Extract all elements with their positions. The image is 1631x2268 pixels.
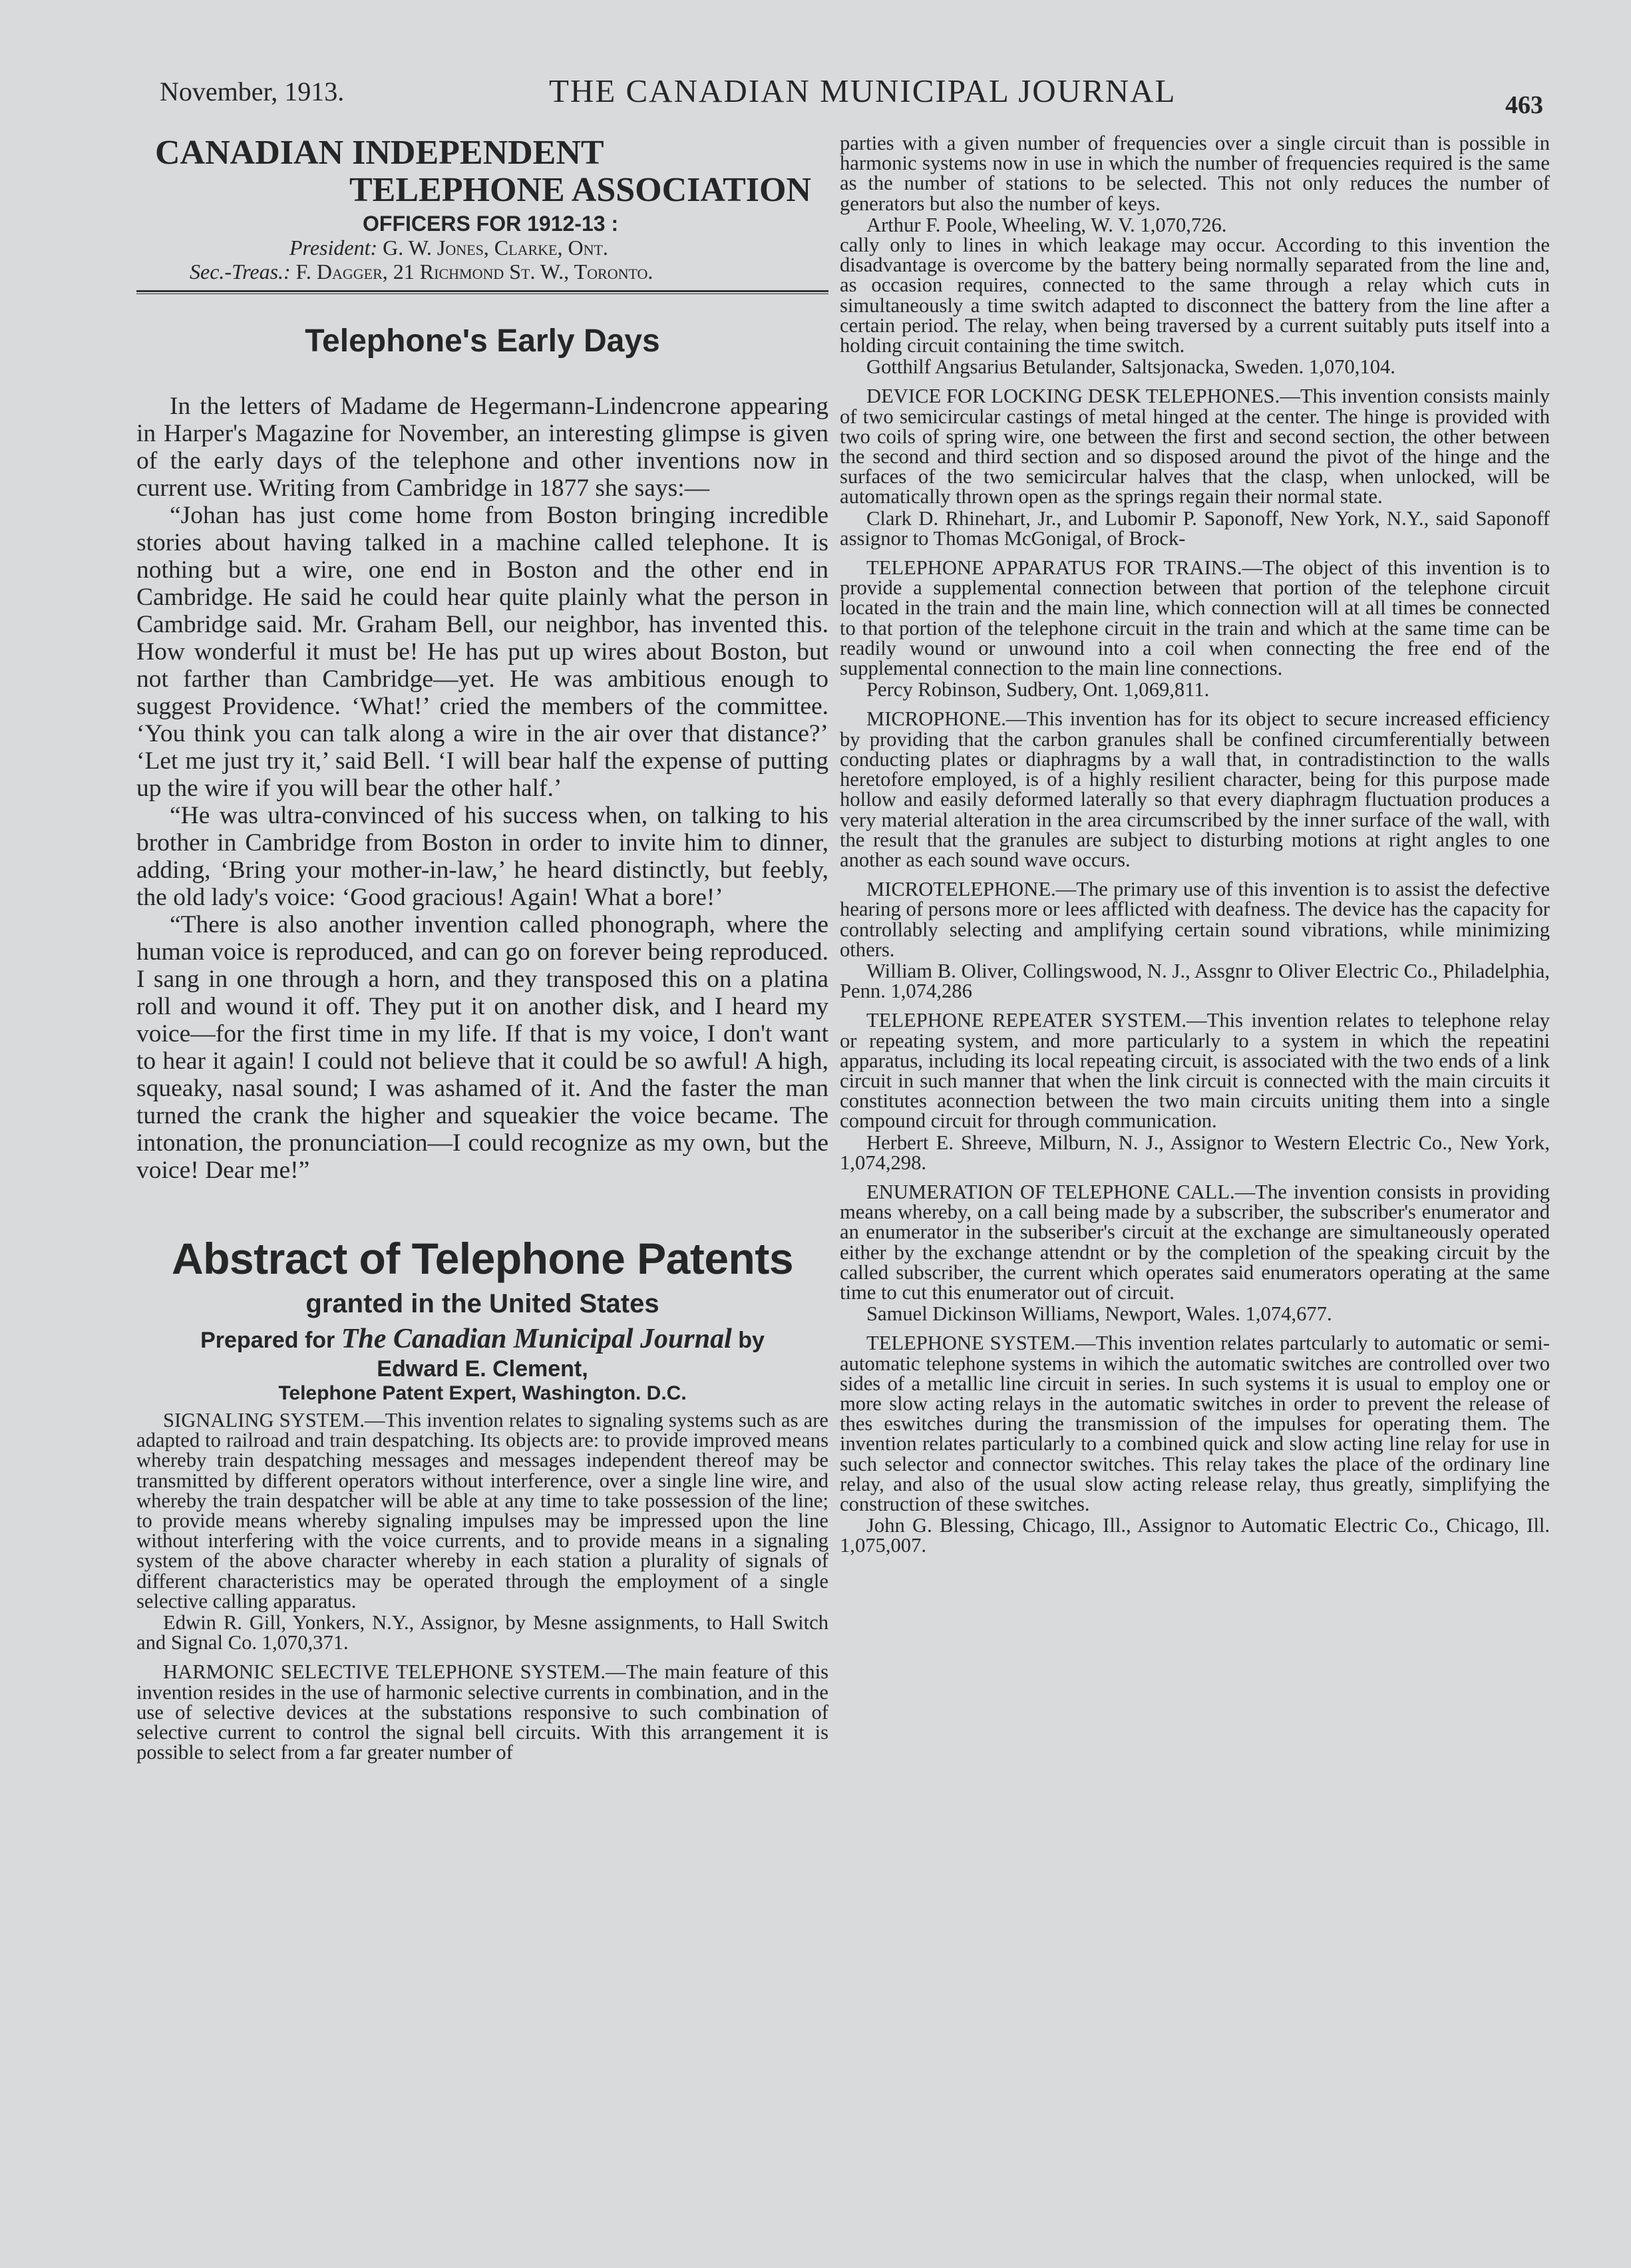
patent-citation: Percy Robinson, Sudbery, Ont. 1,069,811. <box>866 678 1210 701</box>
prepared-suffix: by <box>738 1328 765 1353</box>
running-header <box>0 69 1631 122</box>
patent-citation: John G. Blessing, Chicago, Ill., Assignor to Automatic Electric Co., Chicago, Ill. 1,075,007. <box>840 1514 1550 1557</box>
patent-citation: Clark D. Rhinehart, Jr., and Lubomir P. Saponoff, New York, N.Y., said Saponoff assignor to Thomas McGonigal, of Brock- <box>840 506 1550 550</box>
patent-paragraph: ENUMERATION OF TELEPHONE CALL.—The invention consists in providing means whereby, on a call being made by a subscriber, the subscriber's enumerator and an enumerator in the subseriber's circuit at the exchange are simultaneously operated either by the exchange attendnt or by the completion of the speaking circuit by the called subscriber, the current which operates said enumerators operating at the same time to cut this enumerator out of circuit. <box>840 1180 1550 1304</box>
prepared-for-line <box>136 1323 828 1355</box>
patents-subheading: granted in the United States <box>305 1289 659 1318</box>
sectreas-label: Sec.-Treas.: <box>190 260 291 284</box>
author-title: Telephone Patent Expert, Washington. D.C. <box>278 1382 687 1404</box>
association-notice <box>136 133 828 296</box>
journal-title: THE CANADIAN MUNICIPAL JOURNAL <box>549 73 1177 109</box>
patents-heading: Abstract of Telephone Patents <box>171 1234 794 1283</box>
patent-citation: William B. Oliver, Collingswood, N. J., Assgnr to Oliver Electric Co., Philadelphia, Penn. 1,074,286 <box>840 959 1550 1003</box>
patent-paragraph: TELEPHONE SYSTEM.—This invention relates partcularly to automatic or semi-automatic telephone systems in wihich the automatic switches are controlled over two sides of a metallic line circuit in series. In such systems it is usual to employ one or more slow acting relays in the automatic switches in order to prevent the release of thes eswitches during the transmission of the impulses for operating them. The invention relates particularly to a combined quick and slow acting line relay for use in such selector and connector switches. This relay takes the place of the ordinary line relay, and also of the usual slow acting release relay, thus greatly, simplifying the construction of these switches. <box>840 1332 1550 1515</box>
article-paragraph: “He was ultra-convinced of his success when, on talking to his brother in Cambridge from Boston in order to invite him to dinner, adding, ‘Bring your mother-in-law,’ he heard distinctly, but feebly, the old lady's voice: ‘Good gracious! Again! What a bore!’ <box>136 802 828 911</box>
author-name: Edward E. Clement, <box>377 1356 588 1382</box>
association-title-line-1: CANADIAN INDEPENDENT <box>155 134 604 172</box>
officers-heading: OFFICERS FOR 1912-13 : <box>363 212 619 236</box>
patent-citation: Edwin R. Gill, Yonkers, N.Y., Assignor, by Mesne assignments, to Hall Switch and Signal Co. 1,070,371. <box>136 1611 828 1654</box>
page-number: 463 <box>1505 91 1543 119</box>
patent-paragraph: SIGNALING SYSTEM.—This invention relates to signaling systems such as are adapted to railroad and train despatching. Its objects are: to provide improved means whereby train despatching messages and messages independent thereof may be transmitted by different operators without interference, over a single line wire, and whereby the train despatcher will be able at any time to take possession of the line; to provide means whereby signaling impulses may be impressed upon the line without interfering with the voice currents, and to provide means in a signaling system of the above character whereby in each station a plurality of signals of different characteristics may be operated through the employment of a single selective calling apparatus. <box>136 1409 828 1612</box>
sectreas-name: F. Dagger, 21 Richmond St. W., Toronto. <box>295 260 653 284</box>
prepared-journal: The Canadian Municipal Journal <box>341 1324 732 1354</box>
patent-paragraph: MICROPHONE.—This invention has for its object to secure increased efficiency by providing that the carbon granules shall be confined circumferentially between conducting plates or diaphragms by a wall that, in contradistinction to the walls heretofore employed, is of a highly resilient character, being for this purpose made hollow and easily deformed laterally so that every diaphragm fluctuation produces a very material alteration in the area circumscribed by the inner surface of the wall, with the result that the granules are subject to disturbing motions at right angles to one another as each sound wave occurs. <box>840 707 1550 871</box>
left-column <box>136 133 828 1762</box>
patent-paragraph: TELEPHONE REPEATER SYSTEM.—This invention relates to telephone relay or repeating system, and more particularly to a system in which the repeatini apparatus, including its local repeating circuit, is associated with the two ends of a link circuit in such manner that when the link circuit is connected with the main circuits it constitutes aconnection between the two main circuits uniting them into a single compound circuit for through communication. <box>840 1009 1550 1133</box>
article-paragraph: “There is also another invention called phonograph, where the human voice is reproduced, and can go on forever being reproduced. I sang in one through a horn, and they transposed this on a platina roll and wound it off. They put it on another disk, and I heard my voice—for the first time in my life. If that is my voice, I don't want to hear it again! I could not believe that it could be so awful! A high, squeaky, nasal sound; I was ashamed of it. And the faster the man turned the crank the higher and squeakier the voice became. The intonation, the pronunciation—I could recognize as my own, but the voice! Dear me!” <box>136 911 828 1184</box>
patent-paragraph: parties with a given number of frequencies over a single circuit than is possible in harmonic systems now in use in which the number of frequencies required is the same as the number of stations to be selected. This not only reduces the number of generators but also the number of keys. <box>840 132 1550 215</box>
president-label: President: <box>289 236 378 260</box>
article-paragraph: “Johan has just come home from Boston bringing incredible stories about having talked in a machine called telephone. It is nothing but a wire, one end in Boston and the other end in Cambridge. He said he could hear quite plainly what the person in Cambridge said. Mr. Graham Bell, our neighbor, has invented this. How wonderful it must be! He has put up wires about Boston, but not farther than Cambridge—yet. He was ambitious enough to suggest Providence. ‘What!’ cried the members of the committee. ‘You think you can talk along a wire in the air over that distance?’ ‘Let me just try it,’ said Bell. ‘I will bear half the expense of putting up the wire if you will bear the other half.’ <box>136 502 828 802</box>
article-paragraph: In the letters of Madame de Hegermann-Lindencrone appearing in Harper's Magazine for November, an interesting glimpse is given of the early days of the telephone and other inventions now in current use. Writing from Cambridge in 1877 she says:— <box>136 393 828 502</box>
president-line <box>289 236 608 260</box>
patent-paragraph: HARMONIC SELECTIVE TELEPHONE SYSTEM.—The main feature of this invention resides in the use of harmonic selective currents in combination, and in the use of selective devices at the substations responsive to such combination of selective current to control the signal bell circuits. With this arrangement it is possible to select from a far greater number of <box>136 1660 828 1764</box>
patent-paragraph: MICROTELEPHONE.—The primary use of this invention is to assist the defective hearing of persons more or lees afflicted with deafness. The device has the capacity for controllably selecting and amplifying certain sound vibrations, while minimizing others. <box>840 878 1550 961</box>
right-column <box>840 133 1550 1556</box>
patent-citation: Samuel Dickinson Williams, Newport, Wales. 1,074,677. <box>866 1302 1332 1326</box>
patents-left-body <box>136 1410 828 1762</box>
patent-citation: Arthur F. Poole, Wheeling, W. V. 1,070,726. <box>866 213 1227 236</box>
patent-paragraph: DEVICE FOR LOCKING DESK TELEPHONES.—This invention consists mainly of two semicircular castings of metal hinged at the center. The hinge is provided with two coils of spring wire, one between the first and second section, the other between the second and third section and so disposed around the pivot of the hinge and the surfaces of the two semicircular halves that the clasp, when unlocked, will be automatically thrown open as the springs regain their normal state. <box>840 385 1550 508</box>
patent-paragraph: TELEPHONE APPARATUS FOR TRAINS.—The object of this invention is to provide a supplemental connection between that portion of the telephone circuit located in the train and the main line, which connection will at all times be connected to that portion of the telephone circuit in the train and which at the same time can be readily wound or unwound into a coil when connecting the free end of the supplemental connection to the main line connections. <box>840 556 1550 680</box>
double-rule <box>136 290 828 294</box>
issue-date: November, 1913. <box>160 77 345 106</box>
prepared-prefix: Prepared for <box>200 1328 335 1353</box>
patents-heading-block <box>136 1233 828 1405</box>
patent-citation: Gotthilf Angsarius Betulander, Saltsjonacka, Sweden. 1,070,104. <box>866 355 1395 379</box>
article-title: Telephone's Early Days <box>305 323 660 359</box>
president-name: G. W. Jones, Clarke, Ont. <box>383 236 608 260</box>
patent-paragraph: cally only to lines in which leakage may occur. According to this invention the disadvantage is overcome by the battery being normally separated from the line and, as occasion requires, connected to the same through a relay which cuts in simultaneously a time switch adapted to disconnect the battery from the line after a certain period. The relay, when being traversed by a current suitably puts itself into a holding circuit containing the time switch. <box>840 234 1550 357</box>
patent-citation: Herbert E. Shreeve, Milburn, N. J., Assignor to Western Electric Co., New York, 1,074,298. <box>840 1131 1550 1174</box>
association-title-line-2: TELEPHONE ASSOCIATION <box>349 171 812 209</box>
sectreas-line <box>190 260 653 284</box>
patents-right-body <box>840 133 1550 1556</box>
article-body <box>136 393 828 1184</box>
